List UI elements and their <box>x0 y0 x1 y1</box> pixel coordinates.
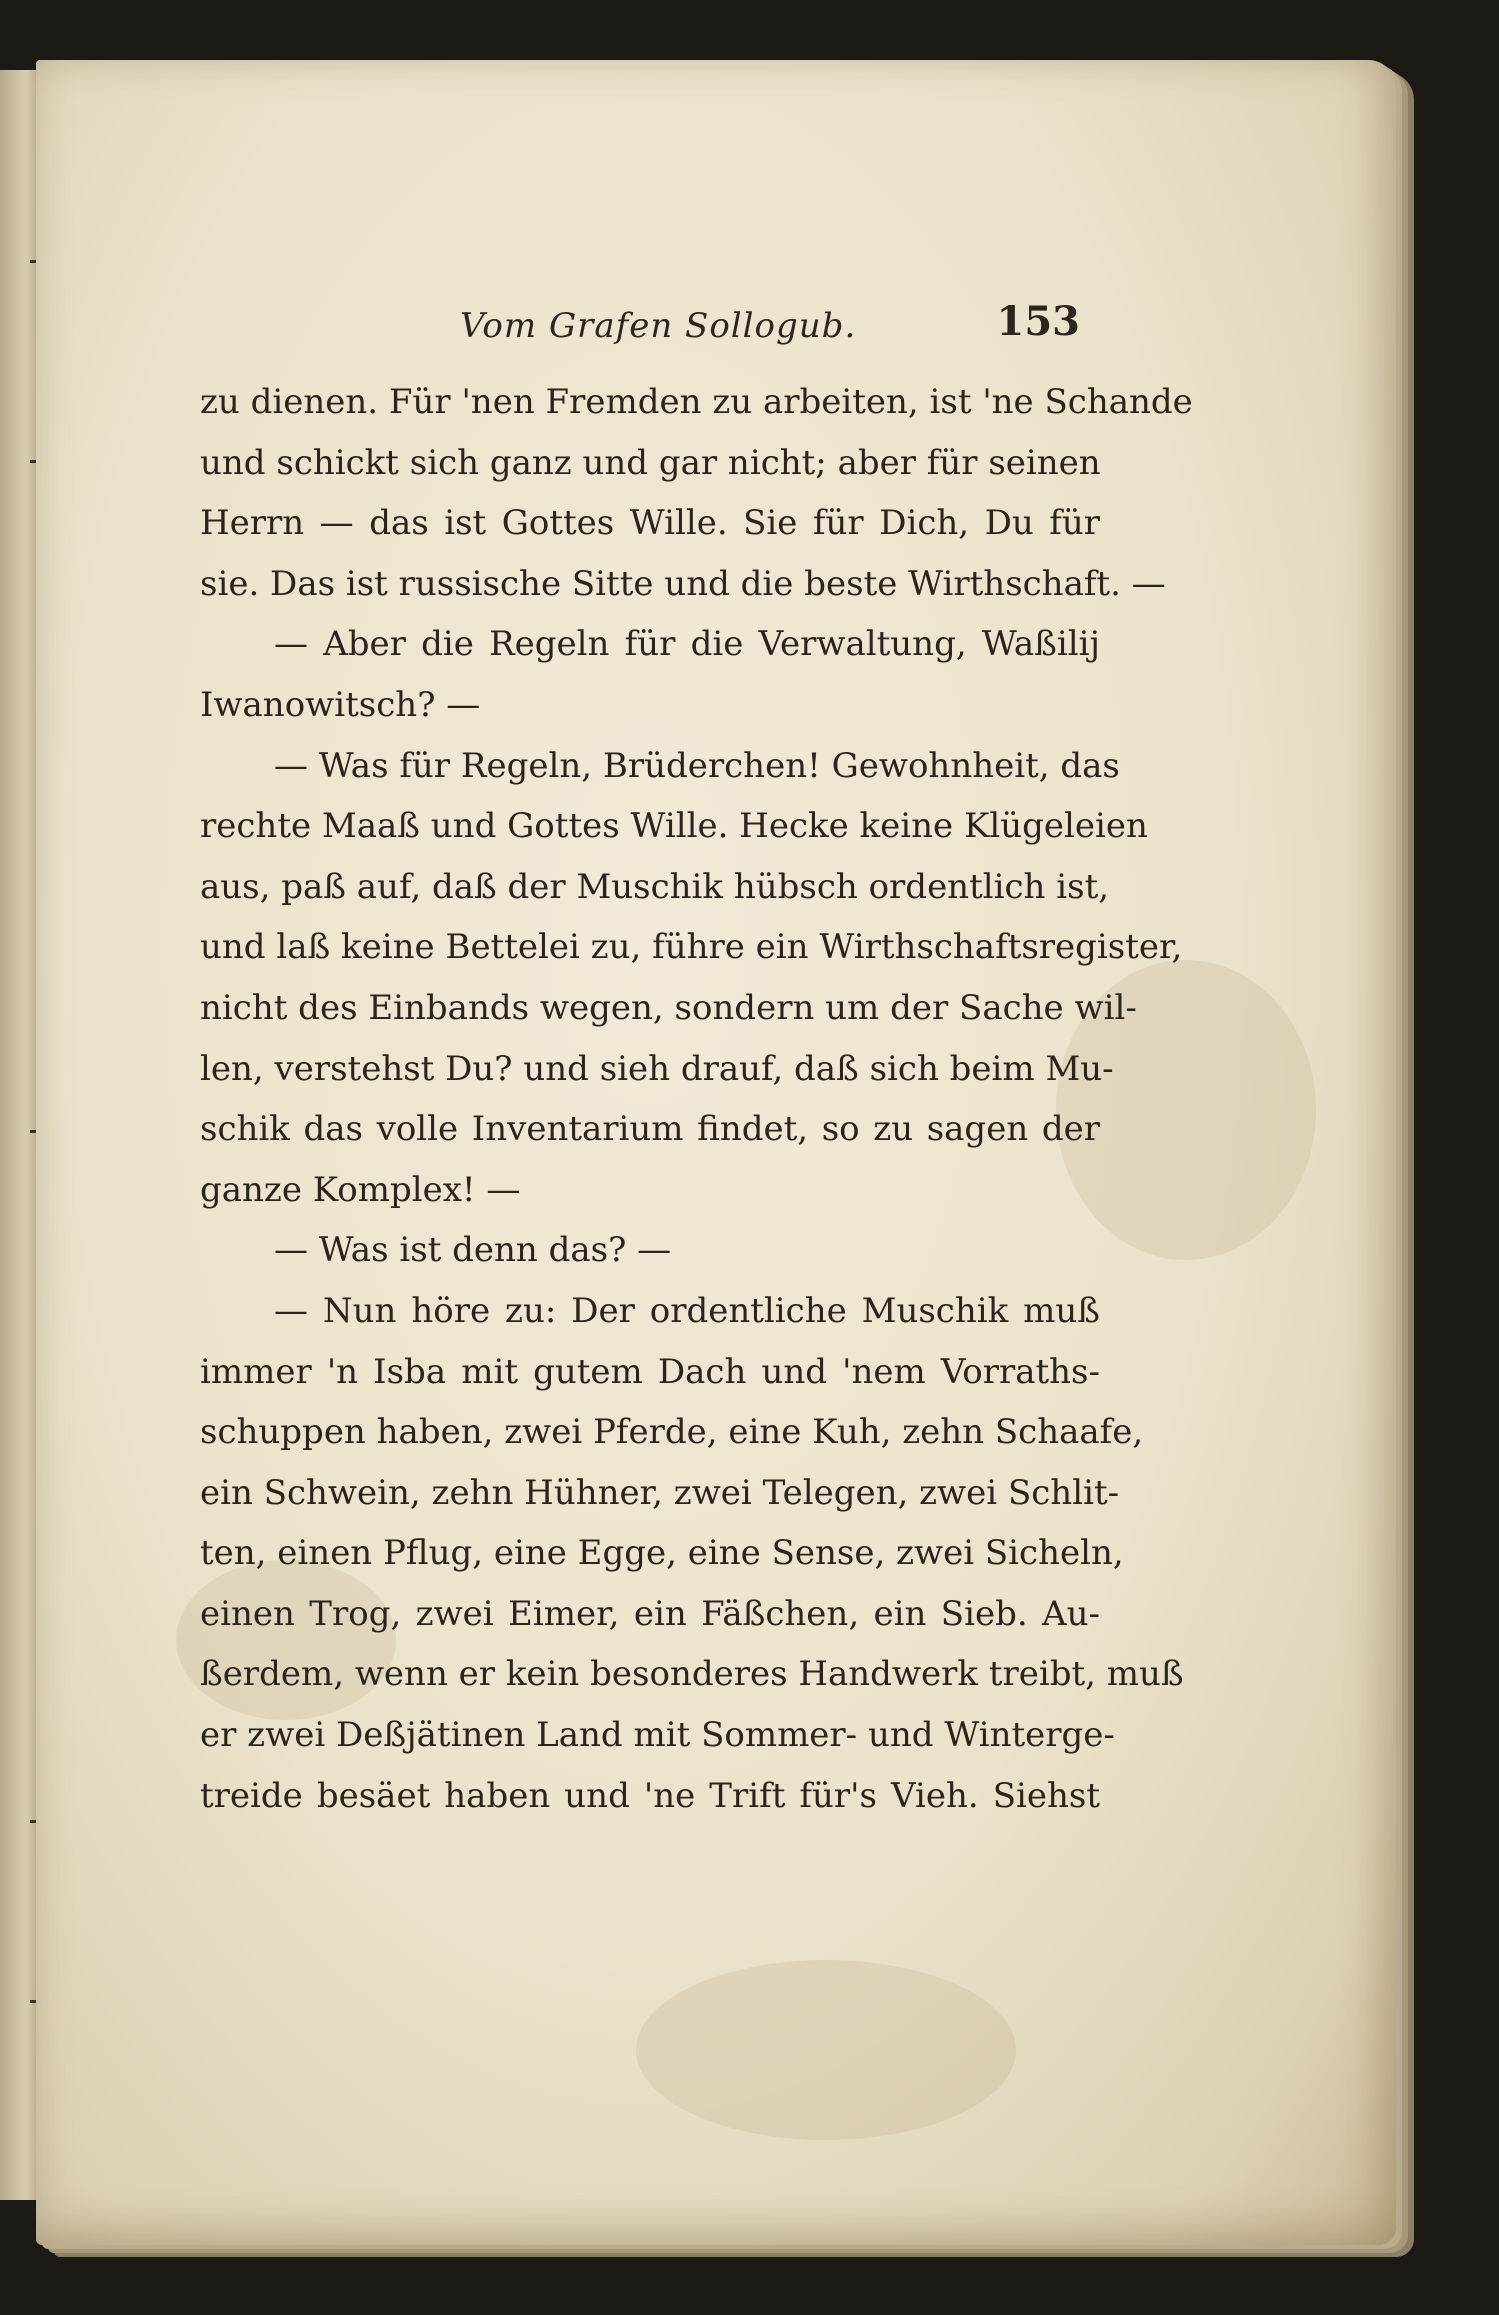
text-line: — Nun höre zu: Der ordentliche Muschik muß <box>274 1290 1100 1331</box>
text-line: nicht des Einbands wegen, sondern um der Sache wil- <box>200 987 1137 1028</box>
text-line: schik das volle Inventarium findet, so zu sagen der <box>200 1109 1100 1150</box>
text-line: — Was für Regeln, Brüderchen! Gewohnheit, das <box>274 745 1120 786</box>
text-line: schuppen haben, zwei Pferde, eine Kuh, zehn Schaafe, <box>200 1412 1144 1453</box>
running-title: Vom Grafen Sollogub. <box>460 306 857 346</box>
text-line: ßerdem, wenn er kein besonderes Handwerk treibt, muß <box>200 1654 1184 1695</box>
page-number: 153 <box>996 298 1080 345</box>
text-line: — Was ist denn das? — <box>274 1230 672 1271</box>
text-line: — Aber die Regeln für die Verwaltung, Waßilij <box>274 624 1100 665</box>
text-line: und schickt sich ganz und gar nicht; aber für seinen <box>200 442 1101 483</box>
page-header <box>460 298 1080 358</box>
text-line: er zwei Deßjätinen Land mit Sommer- und Winterge- <box>200 1715 1115 1756</box>
text-line: treide besäet haben und 'ne Trift für's Vieh. Siehst <box>200 1775 1100 1816</box>
text-line: ein Schwein, zehn Hühner, zwei Telegen, zwei Schlit- <box>200 1472 1120 1513</box>
text-line: immer 'n Isba mit gutem Dach und 'nem Vorraths- <box>200 1351 1100 1392</box>
text-line: einen Trog, zwei Eimer, ein Fäßchen, ein Sieb. Au- <box>200 1593 1100 1634</box>
text-line: sie. Das ist russische Sitte und die beste Wirthschaft. — <box>200 563 1166 604</box>
text-line: und laß keine Bettelei zu, führe ein Wirthschaftsregister, <box>200 927 1183 968</box>
text-line: Herrn — das ist Gottes Wille. Sie für Dich, Du für <box>200 503 1100 544</box>
text-line: Iwanowitsch? — <box>200 684 481 725</box>
text-line: len, verstehst Du? und sieh drauf, daß sich beim Mu- <box>200 1048 1114 1089</box>
text-line: zu dienen. Für 'nen Fremden zu arbeiten, ist 'ne Schande <box>200 382 1193 422</box>
body-text <box>200 372 1193 1826</box>
paper-stain <box>636 1960 1016 2140</box>
text-line: ganze Komplex! — <box>200 1169 521 1210</box>
text-line: ten, einen Pflug, eine Egge, eine Sense, zwei Sicheln, <box>200 1533 1124 1574</box>
text-line: rechte Maaß und Gottes Wille. Hecke keine Klügeleien <box>200 806 1148 847</box>
text-line: aus, paß auf, daß der Muschik hübsch ordentlich ist, <box>200 866 1110 907</box>
